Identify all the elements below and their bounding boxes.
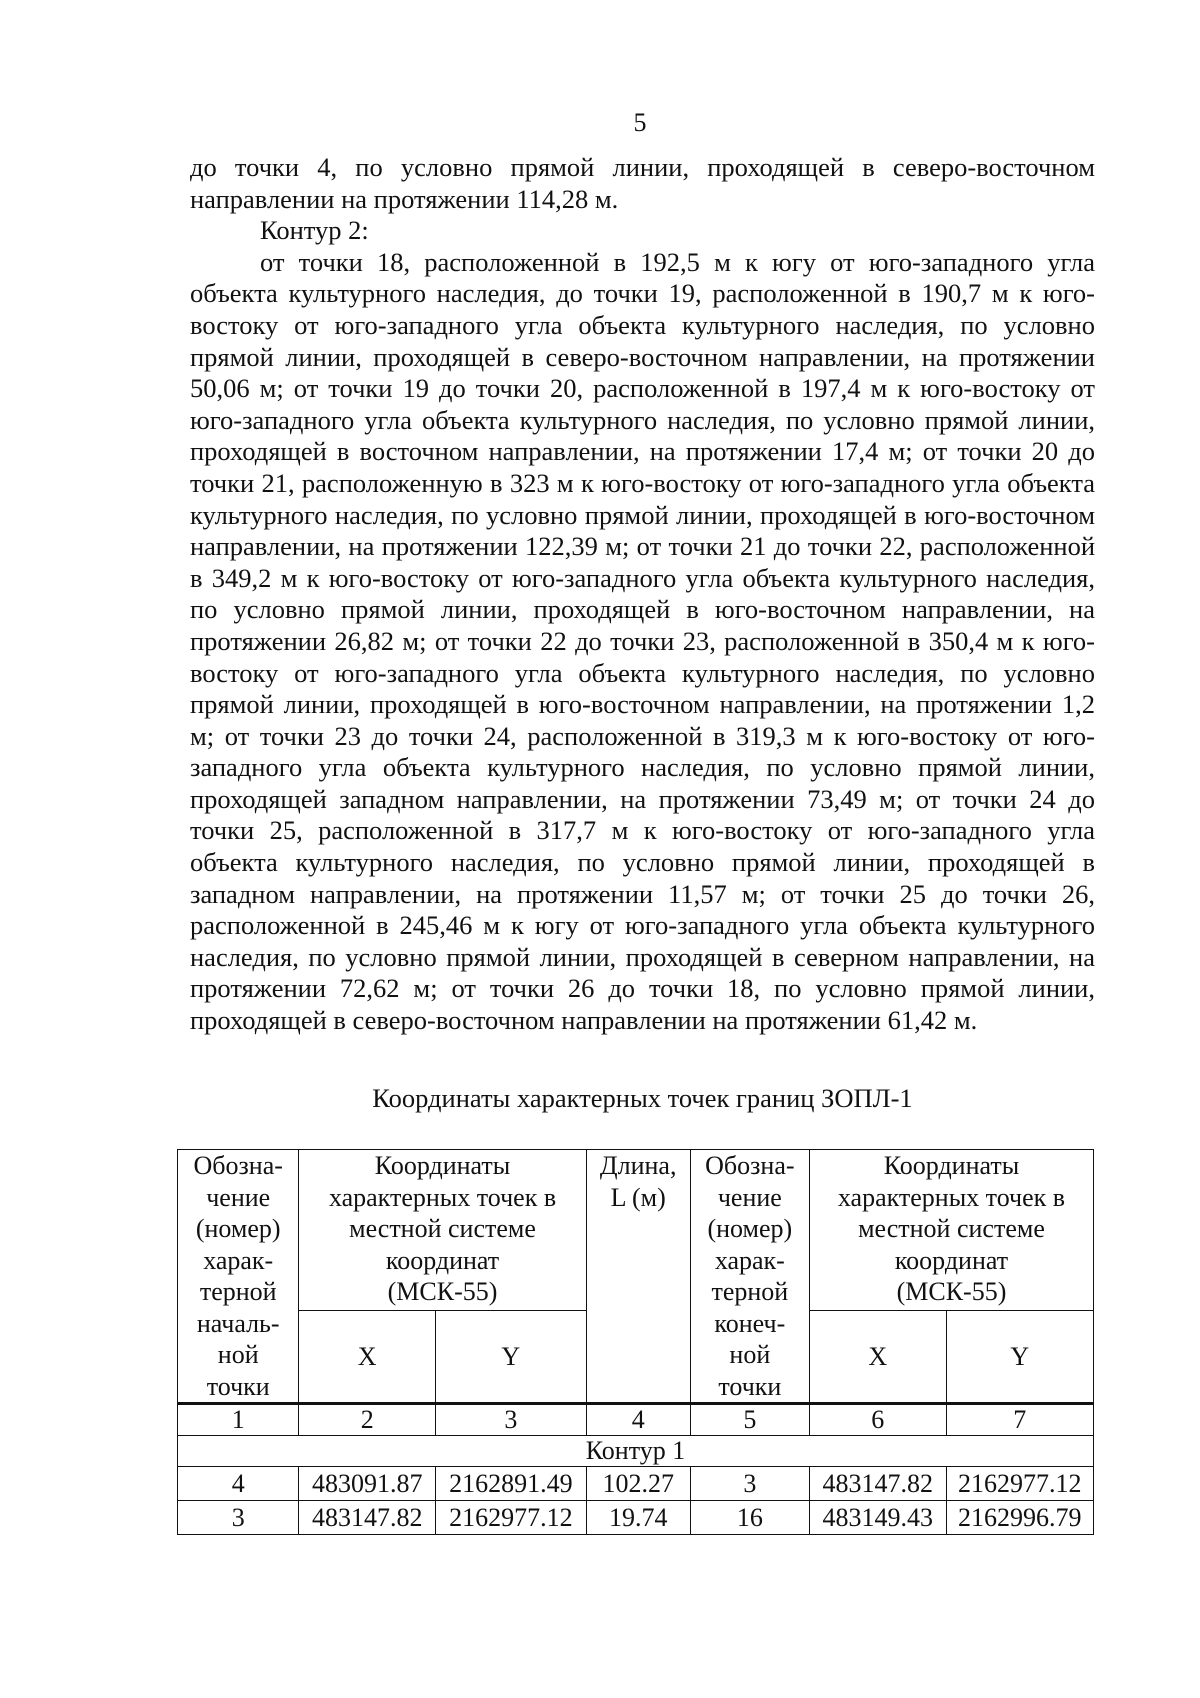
table-cell: 2162891.49: [435, 1467, 586, 1501]
paragraph: до точки 4, по условно прямой линии, проходящей в северо-восточном направлении на протяжении 114,28 м.: [190, 152, 1095, 214]
column-number: 5: [690, 1404, 809, 1436]
header-y-left: Y: [435, 1310, 586, 1403]
table-row: [178, 1501, 1094, 1535]
header-y-right: Y: [946, 1310, 1093, 1403]
column-number: 4: [586, 1404, 690, 1436]
header-x-right: X: [809, 1310, 946, 1403]
column-number: 6: [809, 1404, 946, 1436]
table-cell: 102.27: [586, 1467, 690, 1501]
coordinates-table: [177, 1149, 1094, 1535]
column-number: 2: [299, 1404, 436, 1436]
body-text: [190, 152, 1095, 1037]
table-title: Координаты характерных точек границ ЗОПЛ-1: [372, 1083, 913, 1113]
page-number: 5: [633, 108, 647, 137]
column-numbers-row: [178, 1404, 1094, 1436]
table-header-row: [178, 1150, 1094, 1311]
contour-heading: Контур 2:: [260, 215, 369, 246]
table-cell: 483147.82: [299, 1501, 436, 1535]
header-end-point: Обозна- чение (номер) харак- терной конеч- ной точки: [690, 1150, 809, 1404]
table-cell: 16: [690, 1501, 809, 1535]
table-cell: 4: [178, 1467, 299, 1501]
table-cell: 2162977.12: [435, 1501, 586, 1535]
header-x-left: X: [299, 1310, 436, 1403]
table-cell: 483149.43: [809, 1501, 946, 1535]
paragraph: от точки 18, расположенной в 192,5 м к югу от юго-западного угла объекта культурного наследия, до точки 19, расположенной в 190,7 м к юго-востоку от юго-западного угла объекта культурного наследия, по условно прямой линии, проходящей в северо-восточном направлении, на протяжении 50,06 м; от точки 19 до точки 20, расположенной в 197,4 м к юго-востоку от юго-западного угла объекта культурного наследия, по условно прямой линии, проходящей в восточном направлении, на протяжении 17,4 м; от точки 20 до точки 21, расположенную в 323 м к юго-востоку от юго-западного угла объекта культурного наследия, по условно прямой линии, проходящей в юго-восточном направлении, на протяжении 122,39 м; от точки 21 до точки 22, расположенной в 349,2 м к юго-востоку от юго-западного угла объекта культурного наследия, по условно прямой линии, проходящей в юго-восточном направлении, на протяжении 26,82 м; от точки 22 до точки 23, расположенной в 350,4 м к юго-востоку от юго-западного угла объекта культурного наследия, по условно прямой линии, проходящей в юго-восточном направлении, на протяжении 1,2 м; от точки 23 до точки 24, расположенной в 319,3 м к юго-востоку от юго-западного угла объекта культурного наследия, по условно прямой линии, проходящей западном направлении, на протяжении 73,49 м; от точки 24 до точки 25, расположенной в 317,7 м к юго-востоку от юго-западного угла объекта культурного наследия, по условно прямой линии, проходящей в западном направлении, на протяжении 11,57 м; от точки 25 до точки 26, расположенной в 245,46 м к югу от юго-западного угла объекта культурного наследия, по условно прямой линии, проходящей в северном направлении, на протяжении 72,62 м; от точки 26 до точки 18, по условно прямой линии, проходящей в северо-восточном направлении на протяжении 61,42 м.: [190, 246, 1095, 1036]
header-length: Длина, L (м): [586, 1150, 690, 1404]
table-cell: 3: [690, 1467, 809, 1501]
column-number: 7: [946, 1404, 1093, 1436]
column-number: 3: [435, 1404, 586, 1436]
table-cell: 483091.87: [299, 1467, 436, 1501]
table-cell: 2162996.79: [946, 1501, 1093, 1535]
header-coords-right: Координаты характерных точек в местной системе координат (МСК-55): [809, 1150, 1093, 1311]
column-number: 1: [178, 1404, 299, 1436]
table-cell: 483147.82: [809, 1467, 946, 1501]
header-start-point: Обозна- чение (номер) харак- терной началь- ной точки: [178, 1150, 299, 1404]
table-row: [178, 1467, 1094, 1501]
table-cell: 19.74: [586, 1501, 690, 1535]
table-cell: 2162977.12: [946, 1467, 1093, 1501]
section-label: Контур 1: [178, 1436, 1094, 1467]
table-cell: 3: [178, 1501, 299, 1535]
section-row: [178, 1436, 1094, 1467]
header-coords-left: Координаты характерных точек в местной системе координат (МСК-55): [299, 1150, 586, 1311]
